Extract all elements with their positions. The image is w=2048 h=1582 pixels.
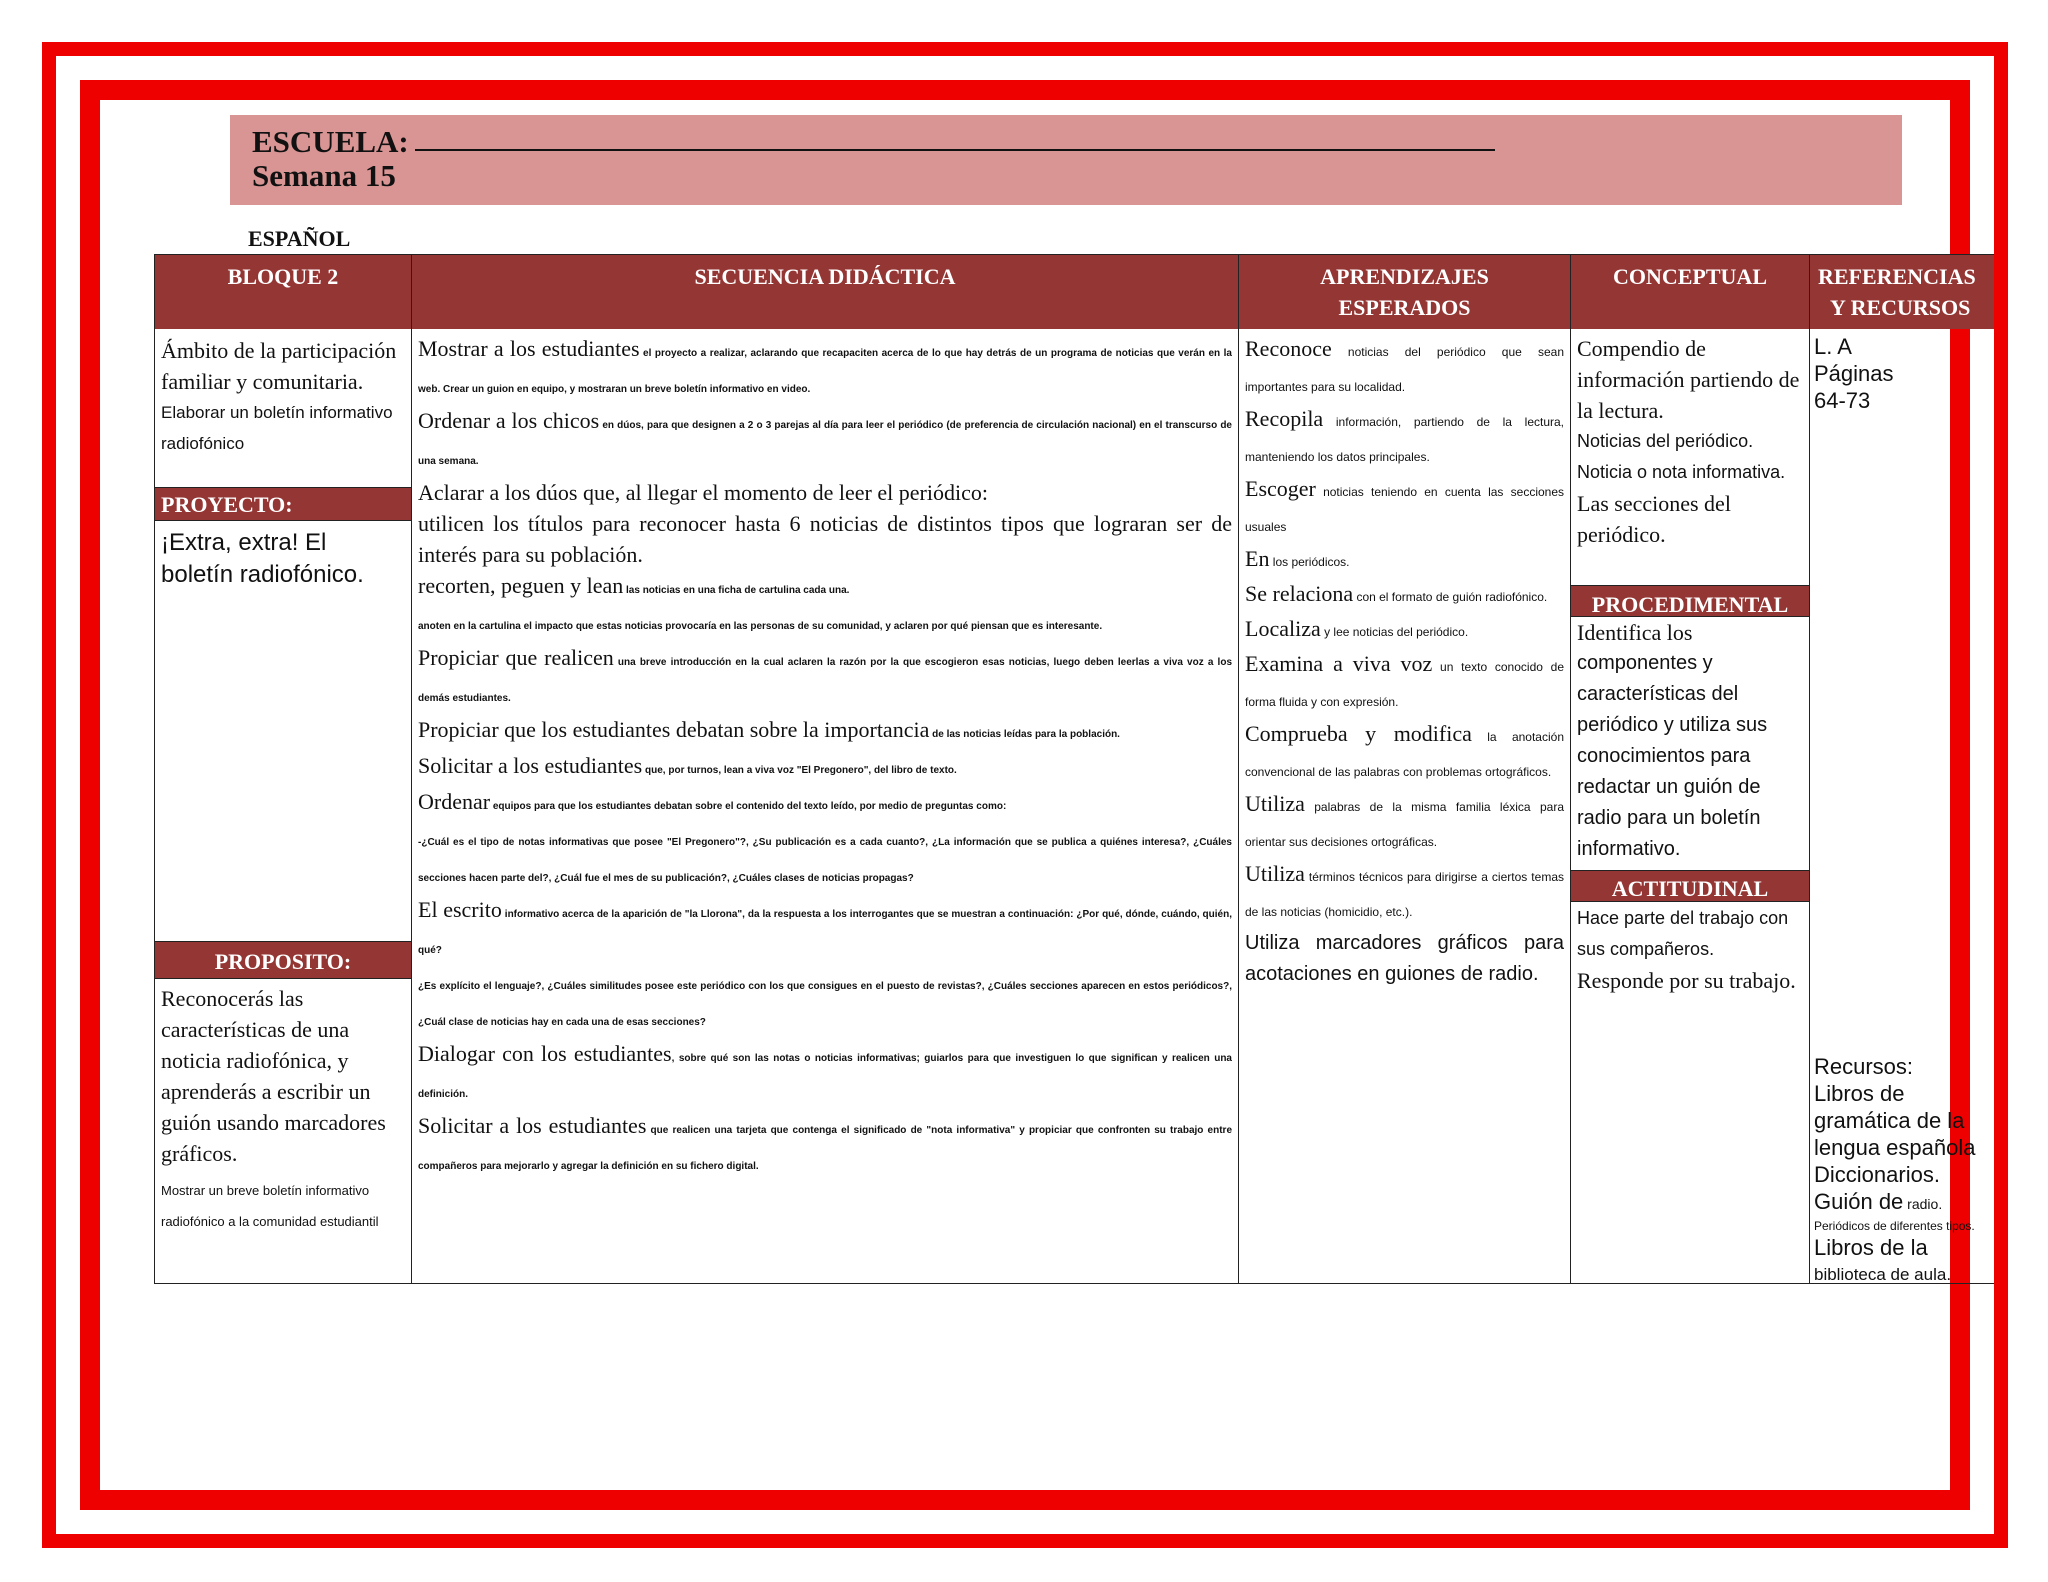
secuencia-item: Dialogar con los estudiantes, sobre qué son las notas o noticias informativas; guiarlos para que investiguen lo que significan y realicen una definición.: [418, 1041, 1232, 1100]
elaborar-text: Elaborar un boletín informativo radiofónico: [161, 403, 393, 453]
school-header: [230, 115, 1902, 205]
proyecto-text: ¡Extra, extra! El boletín radiofónico.: [161, 529, 364, 588]
secuencia-column: [411, 254, 1239, 1284]
secuencia-item: Solicitar a los estudiantes que realicen una tarjeta que contenga el significado de "nota informativa" y propiciar que confronten su trabajo entre compañeros para mejorarlo y agregar la definición en su fichero digital.: [418, 1113, 1233, 1172]
secuencia-item: Aclarar a los dúos que, al llegar el momento de leer el periódico:: [418, 480, 988, 505]
secuencia-item: recorten, peguen y lean las noticias en una ficha de cartulina cada una.: [418, 573, 850, 598]
conceptual-item: Las secciones del periódico.: [1577, 491, 1731, 547]
recurso-item: Guión de radio.: [1814, 1189, 1943, 1214]
conceptual-column: [1570, 254, 1810, 1284]
week-label: Semana 15: [252, 158, 396, 193]
actitudinal-item: Hace parte del trabajo con sus compañeros.: [1577, 908, 1789, 959]
ambito-text: Ámbito de la participación familiar y comunitaria.: [161, 338, 397, 394]
conceptual-item: Compendio de información partiendo de la lectura.: [1577, 336, 1800, 423]
referencias-column: [1809, 254, 1994, 1284]
aprendizaje-item: Utiliza términos técnicos para dirigirse a ciertos temas de las noticias (homicidio, etc.).: [1245, 861, 1564, 919]
secuencia-item: Solicitar a los estudiantes que, por turnos, lean a viva voz "El Pregonero", del libro de texto.: [418, 753, 957, 778]
procedimental-text: componentes y características del periódico y utiliza sus conocimientos para redactar un guión de radio para un boletín informativo.: [1577, 652, 1768, 860]
recurso-item: biblioteca de aula.: [1814, 1265, 1952, 1284]
referencias-header: REFERENCIAS Y RECURSOS: [1810, 255, 1994, 329]
procedimental-lead: Identifica los: [1577, 620, 1693, 645]
aprendizaje-item: Se relaciona con el formato de guión radiofónico.: [1245, 581, 1548, 606]
secuencia-body: [418, 333, 1232, 1182]
mostrar-text: Mostrar un breve boletín informativo radiofónico a la comunidad estudiantil: [161, 1183, 379, 1229]
secuencia-header: SECUENCIA DIDÁCTICA: [412, 255, 1238, 329]
aprendizaje-item: En los periódicos.: [1245, 546, 1350, 571]
proposito-band: PROPOSITO:: [155, 941, 411, 979]
actitudinal-item: Responde por su trabajo.: [1577, 968, 1796, 993]
procedimental-band: PROCEDIMENTAL: [1571, 585, 1809, 617]
secuencia-item: Propiciar que los estudiantes debatan sobre la importancia de las noticias leídas para la población.: [418, 717, 1120, 742]
conceptual-item: Noticia o nota informativa.: [1577, 462, 1786, 482]
secuencia-item: utilicen los títulos para reconocer hasta 6 noticias de distintos tipos que lograran ser de interés para su población.: [418, 511, 1232, 567]
secuencia-item: Ordenar equipos para que los estudiantes debatan sobre el contenido del texto leído, por medio de preguntas como:: [418, 789, 1007, 814]
secuencia-item: ¿Es explícito el lenguaje?, ¿Cuáles similitudes posee este periódico con los que consigues en el puesto de revistas?, ¿Cuáles secciones aparecen en estos periódicos?, ¿Cuál clase de noticias hay en cada una de esas secciones?: [418, 981, 1232, 1028]
aprendizajes-body: [1245, 333, 1564, 990]
conceptual-item: Noticias del periódico.: [1577, 431, 1754, 451]
recurso-item: Periódicos de diferentes tipos.: [1814, 1219, 1975, 1233]
aprendizaje-item: Comprueba y modifica la anotación convencional de las palabras con problemas ortográficos.: [1245, 721, 1564, 779]
bloque-header: BLOQUE 2: [155, 255, 411, 329]
planning-table: [154, 254, 1994, 1284]
recursos-label: Recursos:: [1814, 1054, 1914, 1079]
actitudinal-band: ACTITUDINAL: [1571, 870, 1809, 902]
aprendizaje-item: Reconoce noticias del periódico que sean importantes para su localidad.: [1245, 336, 1564, 394]
paginas-label: Páginas: [1814, 361, 1894, 386]
subject-label: ESPAÑOL: [248, 226, 351, 251]
aprendizaje-item: Escoger noticias teniendo en cuenta las secciones usuales: [1245, 476, 1564, 534]
escuela-label: ESCUELA:: [252, 124, 409, 159]
escuela-blank-line[interactable]: [415, 125, 1495, 151]
conceptual-header: CONCEPTUAL: [1571, 255, 1809, 329]
paginas-range: 64-73: [1814, 388, 1871, 413]
secuencia-item: -¿Cuál es el tipo de notas informativas que posee "El Pregonero"?, ¿Su publicación es a cada cuanto?, ¿La información que se publica a quiénes interesa?, ¿Cuáles secciones hacen parte del?, ¿Cuál fue el mes de su publicación?, ¿Cuáles clases de noticias propagas?: [418, 837, 1232, 884]
recurso-item: Libros de la: [1814, 1235, 1928, 1260]
aprendizajes-header: APRENDIZAJES ESPERADOS: [1239, 255, 1570, 329]
recurso-item: Diccionarios.: [1814, 1162, 1940, 1187]
bloque-column: [154, 254, 412, 1284]
aprendizaje-item: Recopila información, partiendo de la lectura, manteniendo los datos principales.: [1245, 406, 1564, 464]
secuencia-item: El escrito informativo acerca de la aparición de "la Llorona", da la respuesta a los interrogantes que se muestran a continuación: ¿Por qué, dónde, cuándo, quién, qué?: [418, 897, 1232, 956]
aprendizaje-item: Utiliza palabras de la misma familia léxica para orientar sus decisiones ortográficas.: [1245, 791, 1564, 849]
recurso-item: Libros de gramática de la lengua española: [1814, 1081, 1976, 1160]
aprendizaje-item: Localiza y lee noticias del periódico.: [1245, 616, 1469, 641]
aprendizajes-column: [1238, 254, 1571, 1284]
secuencia-item: Ordenar a los chicos en dúos, para que designen a 2 o 3 parejas al día para leer el periódico (de preferencia de circulación nacional) en el transcurso de una semana.: [418, 408, 1232, 467]
aprendizaje-item: Examina a viva voz un texto conocido de forma fluida y con expresión.: [1245, 651, 1564, 709]
libro-ref: L. A: [1814, 334, 1852, 359]
secuencia-item: anoten en la cartulina el impacto que estas noticias provocaría en las personas de su comunidad, y aclaren por qué piensan que es interesante.: [418, 621, 1103, 632]
secuencia-item: Propiciar que realicen una breve introducción en la cual aclaren la razón por la que escogieron esas noticias, luego deben leerlas a viva voz a los demás estudiantes.: [418, 645, 1233, 704]
secuencia-item: Mostrar a los estudiantes el proyecto a realizar, aclarando que recapaciten acerca de lo que hay detrás de un programa de noticias que verán en la web. Crear un guion en equipo, y mostraran un breve boletín informativo en video.: [418, 336, 1232, 395]
proyecto-band: PROYECTO:: [155, 487, 411, 521]
proposito-text: Reconocerás las características de una noticia radiofónica, y aprenderás a escribir un guión usando marcadores gráficos.: [161, 986, 386, 1166]
aprendizaje-item: Utiliza marcadores gráficos para acotaciones en guiones de radio.: [1245, 932, 1564, 985]
